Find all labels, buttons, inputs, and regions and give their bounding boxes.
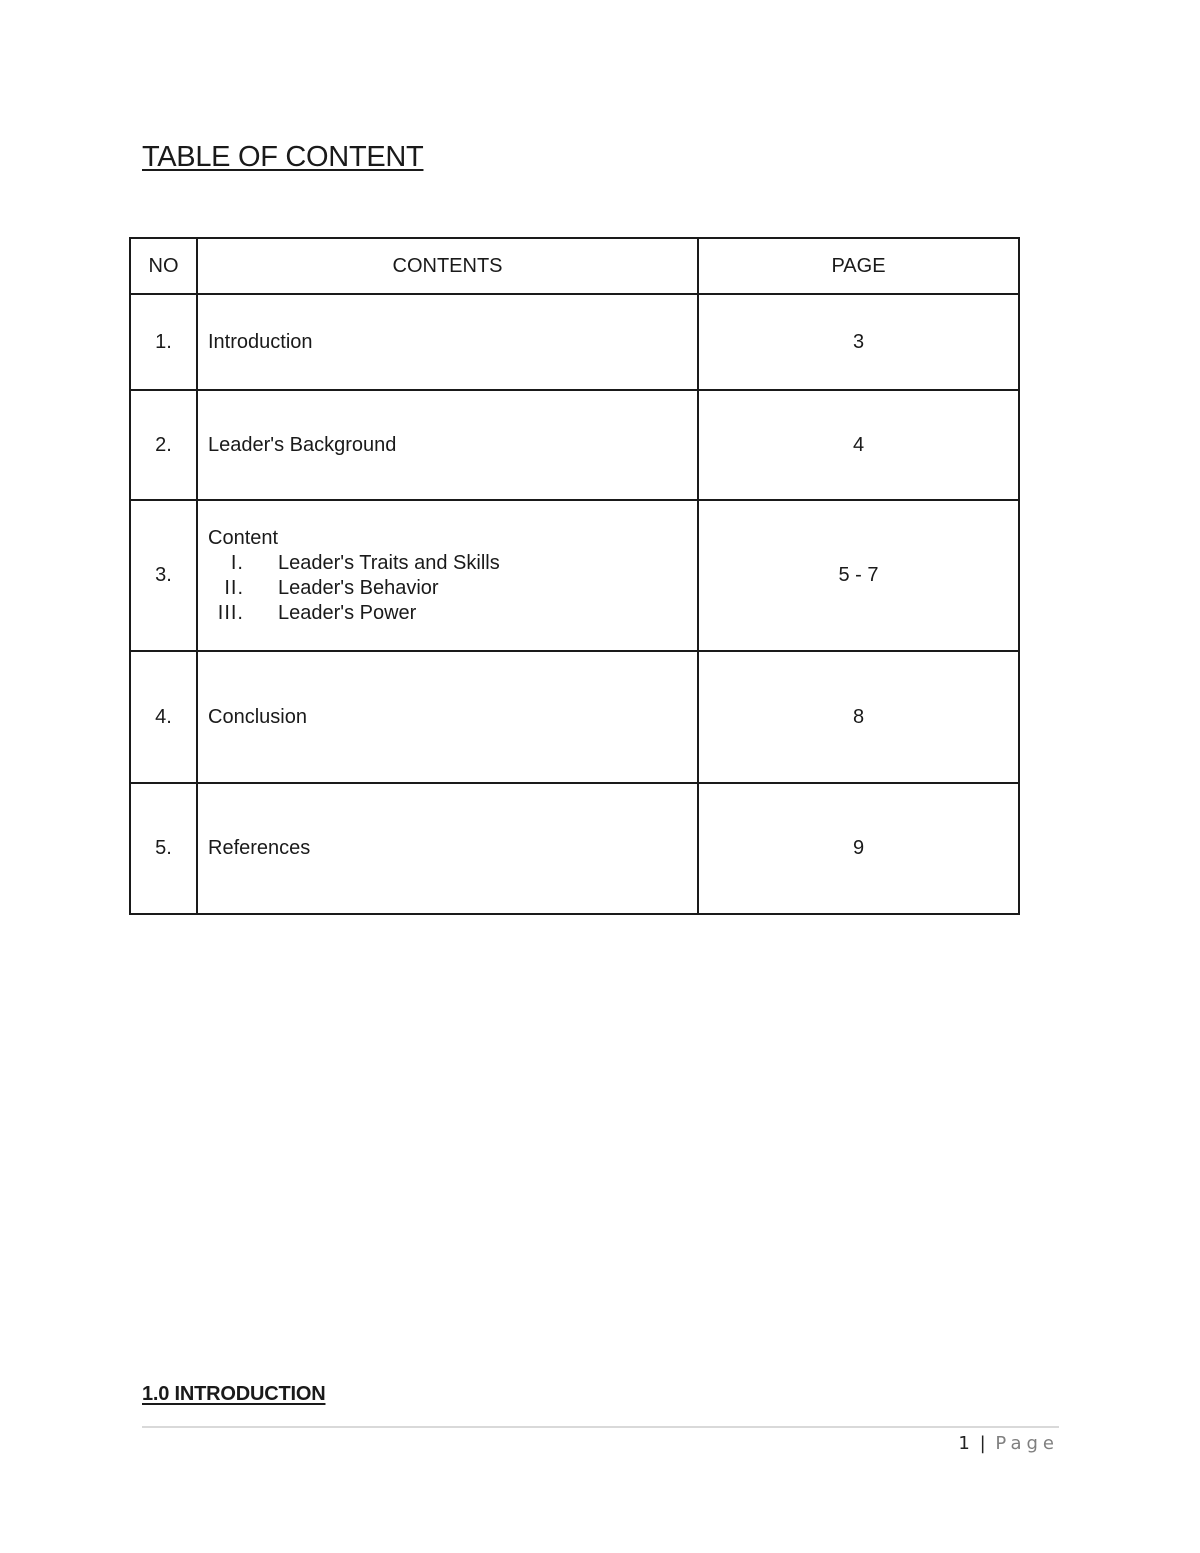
header-page: PAGE bbox=[698, 238, 1019, 294]
footer-separator: | bbox=[979, 1433, 986, 1454]
row-page: 8 bbox=[698, 651, 1019, 783]
row-no: 5. bbox=[130, 783, 197, 914]
table-header-row bbox=[130, 238, 1019, 294]
row-content: Introduction bbox=[197, 294, 698, 390]
section-heading: 1.0 INTRODUCTION bbox=[142, 1383, 326, 1405]
header-contents: CONTENTS bbox=[197, 238, 698, 294]
page-number: 1 bbox=[958, 1433, 970, 1454]
subitem-label: Leader's Power bbox=[278, 601, 417, 624]
row-no: 3. bbox=[130, 500, 197, 651]
footer-divider bbox=[142, 1426, 1059, 1428]
page-footer bbox=[958, 1433, 1059, 1454]
table-row bbox=[130, 783, 1019, 914]
subitem-number: I. bbox=[230, 551, 244, 574]
list-item bbox=[208, 576, 697, 601]
header-no: NO bbox=[130, 238, 197, 294]
row-page: 5 - 7 bbox=[698, 500, 1019, 651]
table-row bbox=[130, 651, 1019, 783]
row-no: 1. bbox=[130, 294, 197, 390]
subitem-label: Leader's Behavior bbox=[278, 576, 439, 599]
table-of-contents bbox=[129, 237, 1020, 915]
row-no: 2. bbox=[130, 390, 197, 500]
table-row bbox=[130, 500, 1019, 651]
table-row bbox=[130, 294, 1019, 390]
page-label: Page bbox=[995, 1433, 1059, 1454]
row-content: Conclusion bbox=[197, 651, 698, 783]
subitem-number: II. bbox=[224, 576, 244, 599]
row-content: References bbox=[197, 783, 698, 914]
table-row bbox=[130, 390, 1019, 500]
subitem-list bbox=[208, 551, 697, 626]
row-page: 9 bbox=[698, 783, 1019, 914]
row-no: 4. bbox=[130, 651, 197, 783]
row-page: 4 bbox=[698, 390, 1019, 500]
row-content: Leader's Background bbox=[197, 390, 698, 500]
page-title: TABLE OF CONTENT bbox=[142, 141, 424, 173]
subitem-label: Leader's Traits and Skills bbox=[278, 551, 500, 574]
row-page: 3 bbox=[698, 294, 1019, 390]
list-item bbox=[208, 551, 697, 576]
list-item bbox=[208, 601, 697, 626]
row-content-with-subitems bbox=[197, 500, 698, 651]
row-content: Content bbox=[208, 526, 279, 549]
subitem-number: III. bbox=[217, 601, 244, 624]
